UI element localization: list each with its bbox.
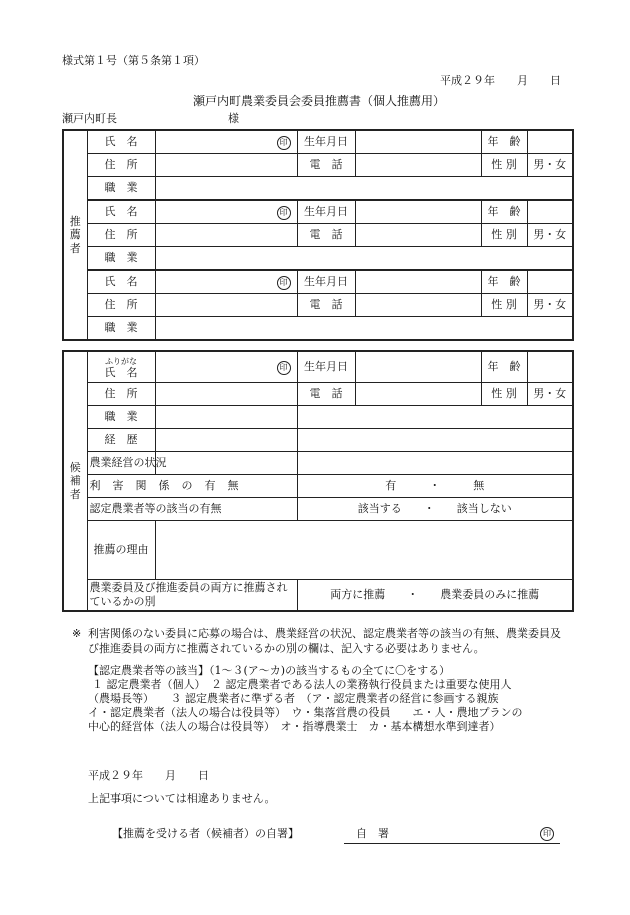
address-label: 住 所	[87, 224, 155, 247]
cert-line-1: １ 認定農業者（個人） ２ 認定農業者である法人の業務執行役員または重要な使用人	[92, 678, 512, 691]
name-label: ふりがな 氏 名	[87, 351, 155, 383]
interest-label: 利 害 関 係 の 有 無	[87, 475, 297, 498]
birth-label: 生年月日	[297, 270, 355, 294]
career-label: 経 歴	[87, 429, 155, 452]
age-label: 年 齢	[481, 200, 527, 224]
cert-line-4: 中心的経営体（法人の場合は役員等） オ・指導農業士 カ・基本構想水準到達者）	[88, 720, 501, 733]
form-number: 様式第１号（第５条第１項）	[62, 54, 205, 67]
address-field-1[interactable]	[155, 154, 297, 177]
sex-field-1[interactable]: 男・女	[527, 154, 573, 177]
candidate-occupation-field-extra[interactable]	[297, 406, 573, 429]
sex-label: 性 別	[481, 224, 527, 247]
address-label: 住 所	[87, 383, 155, 406]
phone-field-3[interactable]	[355, 294, 481, 317]
seal-icon: 印	[277, 276, 291, 290]
age-field-2[interactable]	[527, 200, 573, 224]
seal-icon: 印	[277, 136, 291, 150]
sex-label: 性 別	[481, 294, 527, 317]
candidate-farm-field-extra[interactable]	[297, 452, 573, 475]
birth-field-2[interactable]	[355, 200, 481, 224]
birth-field-3[interactable]	[355, 270, 481, 294]
address-label: 住 所	[87, 294, 155, 317]
occupation-label: 職 業	[87, 317, 155, 341]
age-field-1[interactable]	[527, 130, 573, 154]
candidate-address-field[interactable]	[155, 383, 297, 406]
certified-choice[interactable]: 該当する ・ 該当しない	[297, 498, 573, 521]
phone-label: 電 話	[297, 383, 355, 406]
reason-field[interactable]	[155, 521, 573, 580]
certified-label: 認定農業者等の該当の有無	[87, 498, 297, 521]
phone-field-2[interactable]	[355, 224, 481, 247]
confirm-text: 上記事項については相違ありません。	[88, 792, 276, 805]
name-field-3[interactable]	[155, 270, 297, 294]
candidate-age-field[interactable]	[527, 351, 573, 383]
phone-label: 電 話	[297, 294, 355, 317]
address-label: 住 所	[87, 154, 155, 177]
birth-field-1[interactable]	[355, 130, 481, 154]
note-text: 利害関係のない委員に応募の場合は、農業経営の状況、認定農業者等の該当の有無、農業委員及び推進委員の両方に推薦されているかの別の欄は、記入する必要はありません。	[88, 627, 561, 655]
name-label: 氏 名	[87, 130, 155, 154]
address-field-2[interactable]	[155, 224, 297, 247]
age-label: 年 齢	[481, 270, 527, 294]
farm-status-label: 農業経営の状況	[87, 452, 155, 475]
name-field-2[interactable]	[155, 200, 297, 224]
candidate-name-field[interactable]	[155, 351, 297, 383]
name-label: 氏 名	[87, 200, 155, 224]
age-field-3[interactable]	[527, 270, 573, 294]
seal-icon: 印	[277, 361, 291, 375]
note-asterisk: ※	[72, 627, 82, 640]
candidate-birth-field[interactable]	[355, 351, 481, 383]
seal-icon: 印	[277, 206, 291, 220]
sex-label: 性 別	[481, 154, 527, 177]
phone-label: 電 話	[297, 154, 355, 177]
age-label: 年 齢	[481, 130, 527, 154]
page-title: 瀬戸内町農業委員会委員推薦書（個人推薦用）	[193, 94, 446, 108]
candidate-occupation-field[interactable]	[155, 406, 297, 429]
sign-label: 自 署	[356, 827, 389, 840]
signature-line[interactable]	[344, 843, 560, 844]
name-label: 氏 名	[87, 270, 155, 294]
birth-label: 生年月日	[297, 351, 355, 383]
sex-field-2[interactable]: 男・女	[527, 224, 573, 247]
candidate-phone-field[interactable]	[355, 383, 481, 406]
reason-label: 推薦の理由	[87, 521, 155, 580]
cert-line-3: イ・認定農業者（法人の場合は役員等） ウ・集落営農の役員 エ・人・農地プランの	[88, 706, 523, 719]
candidate-sex-field[interactable]: 男・女	[527, 383, 573, 406]
name-field-1[interactable]	[155, 130, 297, 154]
both-choice[interactable]: 両方に推薦 ・ 農業委員のみに推薦	[297, 580, 573, 612]
recommender-side-label: 推 薦 者	[63, 130, 87, 340]
phone-field-1[interactable]	[355, 154, 481, 177]
header-date: 平成２９年 月 日	[440, 74, 561, 87]
candidate-career-field-extra[interactable]	[297, 429, 573, 452]
sex-label: 性 別	[481, 383, 527, 406]
occupation-label: 職 業	[87, 406, 155, 429]
recommender-table	[62, 129, 574, 341]
signer-label: 【推薦を受ける者（候補者）の自署】	[112, 827, 299, 840]
occupation-field-2[interactable]	[155, 247, 573, 271]
cert-title: 【認定農業者等の該当】（1～３(ア～カ)の該当するもの全てに〇をする）	[88, 664, 451, 677]
occupation-label: 職 業	[87, 177, 155, 201]
candidate-table	[62, 350, 574, 612]
birth-label: 生年月日	[297, 200, 355, 224]
candidate-farm-field[interactable]	[155, 452, 297, 475]
signature-seal	[540, 826, 554, 841]
phone-label: 電 話	[297, 224, 355, 247]
occupation-field-3[interactable]	[155, 317, 573, 341]
seal-icon: 印	[540, 827, 554, 841]
footer-date: 平成２９年 月 日	[88, 769, 209, 782]
both-label: 農業委員及び推進委員の両方に推薦されているかの別	[87, 580, 297, 612]
candidate-career-field[interactable]	[155, 429, 297, 452]
address-field-3[interactable]	[155, 294, 297, 317]
occupation-label: 職 業	[87, 247, 155, 271]
cert-line-2: （農場長等） ３ 認定農業者に準ずる者 （ア・認定農業者の経営に参画する親族	[88, 692, 499, 705]
occupation-field-1[interactable]	[155, 177, 573, 201]
sex-field-3[interactable]: 男・女	[527, 294, 573, 317]
candidate-side-label: 候 補 者	[63, 351, 87, 611]
addressee: 瀬戸内町長	[62, 112, 117, 125]
birth-label: 生年月日	[297, 130, 355, 154]
addressee-honorific: 様	[228, 112, 239, 125]
interest-choice[interactable]: 有 ・ 無	[297, 475, 573, 498]
age-label: 年 齢	[481, 351, 527, 383]
